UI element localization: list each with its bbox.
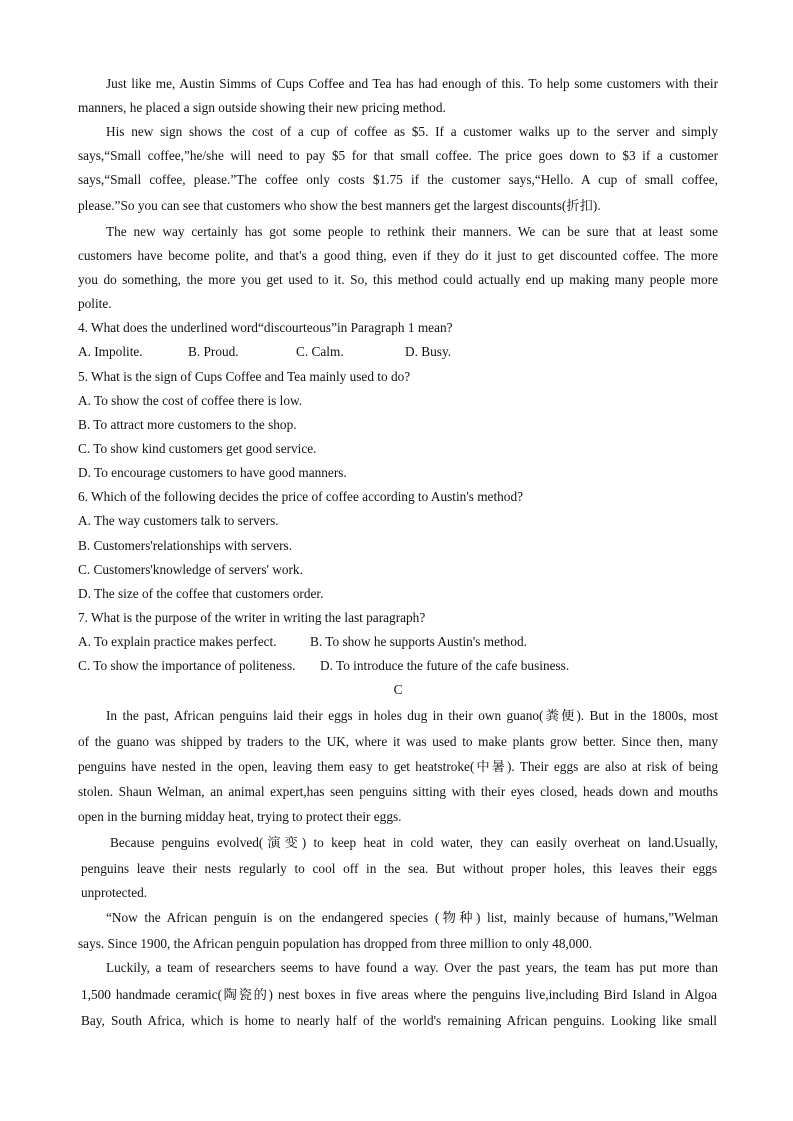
passage-b-p2-line4: please.”So you can see that customers who show the best manners get the largest discounts(折扣).	[78, 198, 601, 213]
question-4-stem: 4. What does the underlined word“discourteous”in Paragraph 1 mean?	[78, 320, 453, 335]
section-c-p1-line2: of the guano was shipped by traders to the UK, where it was used to make plants grow better. Since then, many	[78, 734, 718, 749]
passage-b-p2-line1: His new sign shows the cost of a cup of coffee as $5. If a customer walks up to the server and simply	[106, 124, 718, 139]
question-6-stem: 6. Which of the following decides the price of coffee according to Austin's method?	[78, 489, 524, 504]
question-6-option-b: B. Customers'relationships with servers.	[78, 538, 293, 553]
passage-b-p2-line2: says,“Small coffee,”he/she will need to pay $5 for that small coffee. The price goes down to $3 if a customer	[78, 148, 718, 163]
question-5-option-d: D. To encourage customers to have good manners.	[78, 465, 347, 480]
passage-b-p3-line4: polite.	[78, 296, 112, 311]
question-7-option-c: C. To show the importance of politeness.	[78, 658, 296, 673]
section-c-p1-line1: In the past, African penguins laid their eggs in holes dug in their own guano(粪便). But in the 1800s, most	[106, 708, 718, 723]
question-5-option-c: C. To show kind customers get good service.	[78, 441, 317, 456]
section-c-p3-line1: “Now the African penguin is on the endangered species (物种) list, mainly because of humans,”Welman	[106, 910, 718, 925]
passage-b-p1-line2: manners, he placed a sign outside showing their new pricing method.	[78, 100, 446, 115]
question-4-option-c: C. Calm.	[296, 344, 344, 359]
question-7-option-d: D. To introduce the future of the cafe business.	[320, 658, 570, 673]
question-6-option-a: A. The way customers talk to servers.	[78, 513, 279, 528]
section-c-p4-line1: Luckily, a team of researchers seems to have found a way. Over the past years, the team has put more than	[106, 960, 718, 975]
section-c-p1-line4: stolen. Shaun Welman, an animal expert,has seen penguins sitting with their eyes closed, heads down and mouths	[78, 784, 718, 799]
question-4-option-a: A. Impolite.	[78, 344, 143, 359]
section-c-heading: C	[393, 682, 403, 697]
question-7-option-a: A. To explain practice makes perfect.	[78, 634, 277, 649]
section-c-p2-line2: penguins leave their nests regularly to cool off in the sea. But without proper holes, this leaves their eggs	[81, 861, 717, 876]
question-5-stem: 5. What is the sign of Cups Coffee and Tea mainly used to do?	[78, 369, 411, 384]
section-c-p4-line3: Bay, South Africa, which is home to nearly half of the world's remaining African penguins. Looking like small	[81, 1013, 717, 1028]
passage-b-p3-line1: The new way certainly has got some people to rethink their manners. We can be sure that at least some	[106, 224, 718, 239]
section-c-p2-line3: unprotected.	[81, 885, 148, 900]
section-c-p1-line5: open in the burning midday heat, trying to protect their eggs.	[78, 809, 402, 824]
question-6-option-d: D. The size of the coffee that customers order.	[78, 586, 324, 601]
passage-b-p2-line3: says,“Small coffee, please.”The coffee only costs $1.75 if the customer says,“Hello. A cup of small coffee,	[78, 172, 718, 187]
section-c-p4-line2: 1,500 handmade ceramic(陶瓷的) nest boxes in five areas where the penguins live,including Bird Island in Algoa	[81, 987, 717, 1002]
passage-b-p3-line3: you do something, the more you get used to it. So, this method could actually end up making many people more	[78, 272, 718, 287]
question-4-option-d: D. Busy.	[405, 344, 452, 359]
question-7-option-b: B. To show he supports Austin's method.	[310, 634, 527, 649]
question-5-option-b: B. To attract more customers to the shop.	[78, 417, 297, 432]
question-6-option-c: C. Customers'knowledge of servers' work.	[78, 562, 303, 577]
section-c-p2-line1: Because penguins evolved(演变) to keep heat in cold water, they can easily overheat on land.Usually,	[110, 835, 718, 850]
question-5-option-a: A. To show the cost of coffee there is low.	[78, 393, 303, 408]
passage-b-p3-line2: customers have become polite, and that's a good thing, even if they do it just to get discounted coffee. The more	[78, 248, 718, 263]
question-4-option-b: B. Proud.	[188, 344, 239, 359]
section-c-p1-line3: penguins have nested in the open, leaving them easy to get heatstroke(中暑). Their eggs are also at risk of being	[78, 759, 718, 774]
passage-b-p1-line1: Just like me, Austin Simms of Cups Coffee and Tea has had enough of this. To help some customers with their	[106, 76, 718, 91]
section-c-p3-line2: says. Since 1900, the African penguin population has dropped from three million to only 48,000.	[78, 936, 593, 951]
question-7-stem: 7. What is the purpose of the writer in writing the last paragraph?	[78, 610, 426, 625]
